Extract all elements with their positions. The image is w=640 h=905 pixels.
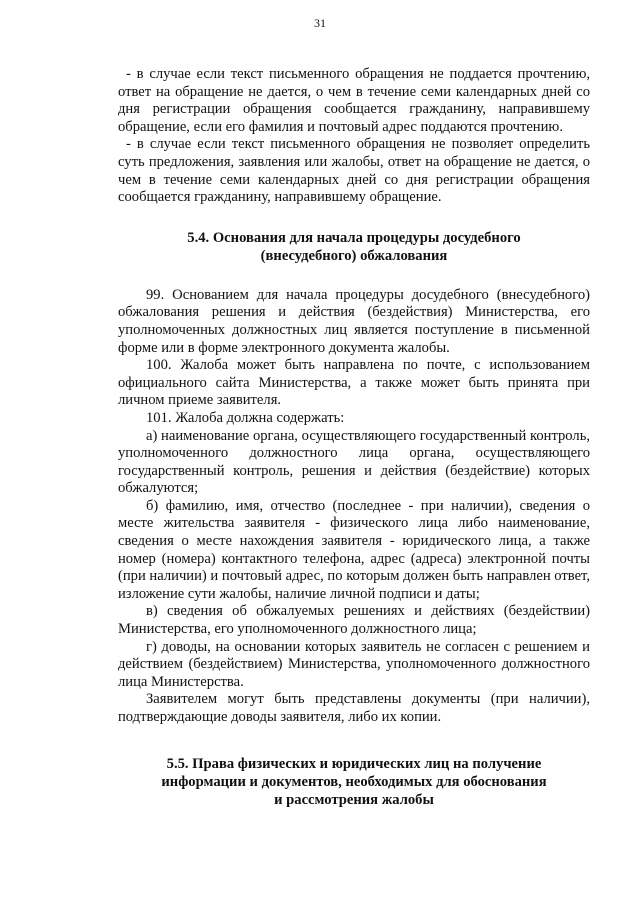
section-5-4-heading-line2: (внесудебного) обжалования bbox=[260, 247, 448, 264]
paragraph-99: 99. Основанием для начала процедуры досудебного (внесудебного) обжалования решения и действия (бездействия) Министерства, его уполномоченных должностных лиц является поступление в письменной форме или в форме электронного документа жалобы. bbox=[118, 286, 590, 356]
list-item-b: б) фамилию, имя, отчество (последнее - при наличии), сведения о месте жительства заявителя - физического лица либо наименование, сведения о месте нахождения заявителя - юридического лица, а также номер (номера) контактного телефона, адрес (адреса) электронной почты (при наличии) и почтовый адрес, по которым должен быть направлен ответ, изложение сути жалобы, наличие личной подписи и даты; bbox=[118, 497, 590, 602]
paragraph-unclear-essence: - в случае если текст письменного обращения не позволяет определить суть предложения, заявления или жалобы, ответ на обращение не дается, о чем в течение семи календарных дней со дня регистрации обращения сообщается гражданину, направившему обращение. bbox=[118, 136, 590, 206]
section-5-5-heading-line3: и рассмотрения жалобы bbox=[274, 791, 434, 808]
paragraph-101: 101. Жалоба должна содержать: bbox=[146, 409, 345, 426]
paragraph-100: 100. Жалоба может быть направлена по почте, с использованием официального сайта Министерства, а также может быть принята при личном приеме заявителя. bbox=[118, 357, 590, 409]
section-5-5-heading-line2: информации и документов, необходимых для обоснования bbox=[161, 773, 547, 790]
list-item-g: г) доводы, на основании которых заявитель не согласен с решением и действием (бездействием) Министерства, уполномоченного должностного лица Министерства. bbox=[118, 638, 590, 690]
paragraph-documents: Заявителем могут быть представлены документы (при наличии), подтверждающие доводы заявителя, либо их копии. bbox=[118, 691, 590, 725]
list-item-a: а) наименование органа, осуществляющего государственный контроль, уполномоченного должностного лица органа, осуществляющего государственный контроль, решения и действия (бездействие) которых обжалуются; bbox=[118, 427, 590, 497]
section-5-4-heading-line1: 5.4. Основания для начала процедуры досудебного bbox=[187, 229, 521, 246]
section-5-4-heading bbox=[118, 229, 590, 265]
section-5-5-heading bbox=[118, 755, 590, 809]
page-number: 31 bbox=[314, 16, 326, 30]
list-item-v: в) сведения об обжалуемых решениях и действиях (бездействии) Министерства, его уполномоченного должностного лица; bbox=[118, 603, 590, 638]
document-body bbox=[118, 66, 590, 809]
paragraph-unreadable-text: - в случае если текст письменного обращения не поддается прочтению, ответ на обращение не дается, о чем в течение семи календарных дней со дня регистрации обращения сообщается гражданину, направившему обращение, если его фамилия и почтовый адрес поддаются прочтению. bbox=[118, 66, 590, 135]
section-5-5-heading-line1: 5.5. Права физических и юридических лиц на получение bbox=[166, 755, 542, 772]
